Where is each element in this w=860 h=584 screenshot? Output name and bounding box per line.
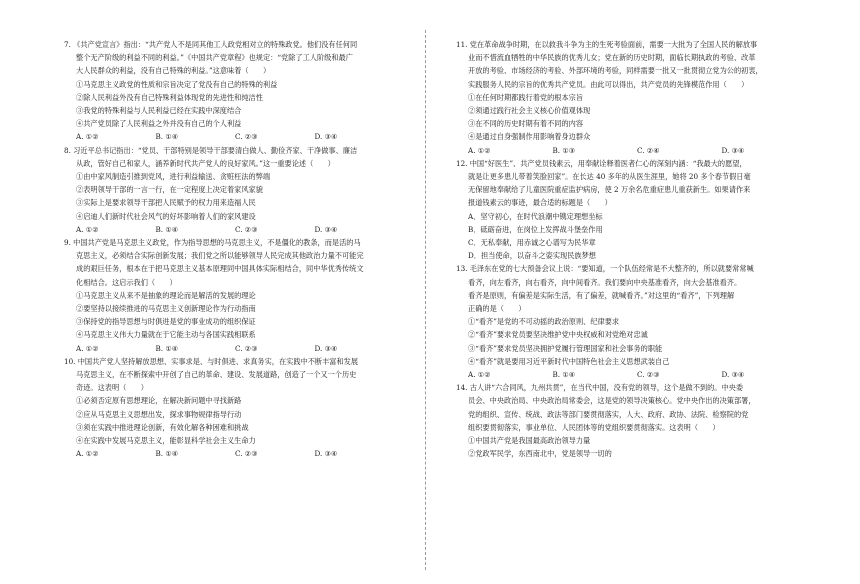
choice-d: D. ③④: [314, 132, 338, 142]
answer-choices: [64, 447, 394, 460]
choice-b: B. ①③: [552, 145, 576, 155]
question-stem-line: 11. 党在革命战争时期，在以救我斗争为主的生死考验面前，需要一大批为了全国人民的解放事: [456, 40, 758, 49]
option-item: ①中国共产党是我国最高政治领导力量: [468, 436, 591, 446]
choice-a: A. ①②: [468, 145, 491, 155]
question-7: [64, 38, 394, 144]
choice-d: D. ③④: [314, 343, 338, 353]
option-item: ①在任何时期都践行着党的根本宗旨: [468, 92, 584, 102]
answer-choices: [456, 368, 806, 381]
choice-b: B. ①④: [552, 370, 576, 380]
choice-a: A. ①②: [76, 132, 99, 142]
choice-c: C. ②③: [235, 343, 258, 353]
option-item: ①马克思主义从来不是抽象的理论而是解活的发展的理论: [76, 290, 256, 300]
question-stem-line: 无保留地奉献给了儿童医院重症监护病房，使 2 万余名危重症患儿重获新生。如果请作来: [468, 185, 751, 195]
option-item: ②表明领导干部的一言一行，在一定程度上决定着家风家貌: [76, 185, 263, 195]
question-stem-line: 就是让更多患儿带着笑脸回家”。在长达 40 多年的从医生涯里，她将 20 多个春节假日毫: [468, 172, 751, 182]
question-stem-line: 党的组织、宣传、统战、政法等部门要贯彻落实，人大、政府、政协、法院、检察院的党: [468, 409, 749, 419]
option-item: D．担当使命，以奋斗之姿实现民族梦想: [468, 251, 596, 261]
option-item: ①马克思主义政党的性质和宗旨决定了党没有自己的特殊的利益: [76, 79, 278, 89]
question-14: [456, 381, 806, 460]
question-stem-line: 奇迹。这表明（ ）: [76, 383, 148, 393]
option-item: ③须在实践中推进理论创新，有效化解各种困难和挑战: [76, 422, 249, 432]
choice-d: D. ③④: [721, 370, 745, 380]
question-stem-line: 实践服务人民的宗旨的优秀共产党员。由此可以得出，共产党员的先锋模范作用（ ）: [468, 79, 749, 89]
option-item: ④马克思主义伟大力量就在于它能主动与各国实践相联系: [76, 330, 256, 340]
question-stem-line: 整个无产阶级的利益不同的利益。”《中国共产党章程》也规定：“党除了工人阶级和最广: [76, 53, 353, 63]
question-stem-line: 员会、中央政治局、中央政治局常委会，这是党的领导决策核心。党中央作出的决策部署，: [468, 396, 756, 406]
choice-d: D. ③④: [314, 224, 338, 234]
question-stem-line: 成的艰巨任务，根本在于把马克思主义基本原理同中国具体实际相结合，同中华优秀传统文: [76, 264, 364, 274]
question-stem-line: 7. 《共产党宣言》指出：“共产党人不是同其他工人政党相对立的特殊政党。他们没有任何同: [64, 40, 358, 49]
choice-a: A. ①②: [76, 343, 99, 353]
choice-d: D. ③④: [721, 145, 745, 155]
question-stem-line: 8. 习近平总书记指出：“党员、干部特别是领导干部要清白做人、勤俭齐家、干净做事、廉洁: [64, 145, 358, 155]
question-stem-line: 大人民群众的利益，没有自己特殊的利益。”这意味着（ ）: [76, 66, 271, 76]
left-column: [64, 38, 394, 461]
option-item: C．无私奉献，用赤诚之心谱写为民华章: [468, 238, 596, 248]
choice-c: C. ②③: [235, 132, 258, 142]
question-stem-line: 看齐是原则，有偏差是实际生活，有了偏差，就喊看齐。”对这里的“看齐”，下列理解: [468, 290, 735, 300]
choice-a: A. ①②: [76, 449, 99, 459]
choice-b: B. ①④: [155, 132, 179, 142]
answer-choices: [64, 342, 394, 355]
answer-choices: [64, 130, 394, 143]
question-stem-line: 克思主义，必须结合实际创新发展；我们党之所以能够领导人民完成其他政治力量不可能完: [76, 251, 364, 261]
option-item: B．砥砺奋进，在岗位上发挥战斗堡垒作用: [468, 224, 603, 234]
question-stem-line: 报道钱素云的事迹，最合适的标题是（ ）: [468, 198, 612, 208]
choice-c: C. ②③: [235, 224, 258, 234]
question-stem-line: 开放的考验、市场经济的考验、外部环境的考验，同样需要一批又一批贯彻立党为公的初衷，: [468, 66, 763, 76]
option-item: ③实际上是要求领导干部把人民赋予的权力用来造福人民: [76, 198, 256, 208]
question-stem-line: 9. 中国共产党是马克思主义政党，作为指导思想的马克思主义，不是僵化的教条，而是活的马: [64, 238, 361, 248]
center-fold-line: [425, 30, 426, 570]
choice-b: B. ①④: [155, 224, 179, 234]
question-10: [64, 355, 394, 461]
choice-a: A. ①②: [76, 224, 99, 234]
question-stem-line: 马克思主义，在不断探索中开创了自己的革命、建设、发展道路，创造了一个又一个历史: [76, 370, 357, 380]
option-item: ④“看齐”就是要用习近平新时代中国特色社会主义思想武装自己: [468, 356, 670, 366]
option-item: ②须通过践行社会主义核心价值观体现: [468, 106, 591, 116]
question-12: [456, 157, 806, 263]
option-item: ②要坚持以接续推进的马克思主义创新理论作为行动指南: [76, 304, 256, 314]
answer-choices: [64, 223, 394, 236]
question-stem-line: 业而不惜流血牺牲的中华民族的优秀儿女；党在新的历史时期，面临长期执政的考验、改革: [468, 53, 756, 63]
question-8: [64, 144, 394, 236]
question-stem-line: 12. 中国“好医生”、共产党员钱素云，用奉献诠释着医者仁心的深刻内涵：“我最大的愿望，: [456, 158, 747, 168]
choice-b: B. ①④: [155, 449, 179, 459]
choice-c: C. ②④: [637, 145, 660, 155]
option-item: ①必须否定原有思想理论，在解决新问题中寻找新路: [76, 396, 242, 406]
option-item: ④启迪人们新时代社会风气的好坏影响着人们的家风建设: [76, 211, 256, 221]
choice-c: C. ②③: [637, 370, 660, 380]
question-stem-line: 从政，管好自己和家人，涵养新时代共产党人的良好家风。”这一重要论述（ ）: [76, 158, 335, 168]
question-stem-line: 化相结合。这启示我们（ ）: [76, 277, 177, 287]
option-item: ②党政军民学，东西南北中，党是领导一切的: [468, 449, 612, 459]
choice-c: C. ②③: [235, 449, 258, 459]
choice-b: B. ①④: [155, 343, 179, 353]
question-stem-line: 看齐，向左看齐，向右看齐，向中间看齐。我们要向中央基准看齐，向大会基准看齐。: [468, 277, 742, 287]
option-item: ④共产党员除了人民利益之外并没有自己的个人利益: [76, 119, 242, 129]
right-column: [456, 38, 806, 461]
option-item: ③我党的特殊利益与人民利益已经在实践中深度结合: [76, 106, 242, 116]
option-item: ①由中家风制造引推到党风，进行利益输送、贪赃枉法的弊端: [76, 172, 271, 182]
option-item: ④是通过自身强制作用影响着身边群众: [468, 132, 591, 142]
option-item: ③“看齐”要求党员坚决拥护党履行管理国家和社会事务的职能: [468, 343, 663, 353]
answer-choices: [456, 144, 806, 157]
question-stem-line: 10. 中国共产党人坚持解放思想、实事求是、与时俱进、求真务实，在实践中不断丰富和发展: [64, 356, 359, 366]
question-stem-line: 13. 毛泽东在党的七大预备会议上说：“要知道，一个队伍经常是不大整齐的，所以就要常常喊: [456, 264, 754, 274]
option-item: ②除人民利益外没有自己特殊利益体现党的先进性和纯洁性: [76, 92, 263, 102]
question-stem-line: 14. 古人讲“六合同风，九州共贯”，在当代中国，没有党的领导，这个是做不到的。中央委: [456, 383, 744, 393]
question-stem-line: 正确的是（ ）: [468, 304, 526, 314]
option-item: ③保持党的指导思想与时俱进是党的事业成功的组织保证: [76, 317, 256, 327]
option-item: ④在实践中发展马克思主义，能彰显科学社会主义生命力: [76, 436, 256, 446]
question-13: [456, 262, 806, 381]
option-item: ③在不同的历史时期有着不同的内容: [468, 119, 584, 129]
choice-a: A. ①②: [468, 370, 491, 380]
option-item: ②“看齐”要求党员要坚决维护党中央权威和对党绝对忠诚: [468, 330, 648, 340]
option-item: A．坚守初心，在时代浪潮中镌定理想坐标: [468, 211, 603, 221]
choice-d: D. ③④: [314, 449, 338, 459]
question-9: [64, 236, 394, 355]
question-stem-line: 组织要贯彻落实，事业单位、人民团体等的党组织要贯彻落实。这表明（ ）: [468, 422, 720, 432]
option-item: ②应从马克思主义思想出发，探求事物规律指导行动: [76, 409, 242, 419]
question-11: [456, 38, 806, 157]
option-item: ①“看齐”是党的不可动摇的政治原则、纪律要求: [468, 317, 620, 327]
